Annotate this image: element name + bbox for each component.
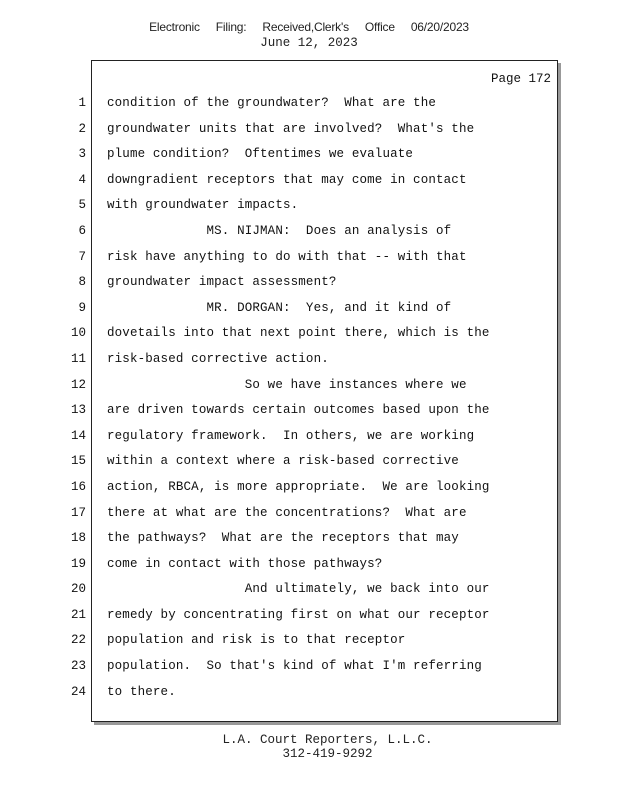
- stamp-word: Received,Clerk's: [262, 20, 349, 34]
- transcript-line: MS. NIJMAN: Does an analysis of: [107, 223, 452, 238]
- transcript-line: dovetails into that next point there, which is the: [107, 326, 490, 341]
- page-number: Page 172: [490, 72, 551, 86]
- line-number: 8: [78, 275, 86, 290]
- stamp-word: 06/20/2023: [410, 20, 469, 34]
- transcript-line: groundwater impact assessment?: [107, 275, 337, 290]
- stamp-word: Electronic: [149, 20, 200, 34]
- line-number: 12: [70, 377, 86, 392]
- transcript-line: within a context where a risk-based corrective: [107, 454, 459, 469]
- transcript-line: the pathways? What are the receptors that may: [107, 531, 459, 546]
- line-number: 18: [70, 531, 86, 546]
- transcript-line: remedy by concentrating first on what our receptor: [107, 607, 490, 622]
- line-number: 15: [70, 454, 86, 469]
- line-number: 16: [70, 479, 86, 494]
- line-number: 14: [70, 428, 86, 443]
- transcript-line: condition of the groundwater? What are the: [107, 96, 437, 110]
- stamp-word: Office: [364, 20, 395, 34]
- transcript-line: risk-based corrective action.: [107, 351, 329, 366]
- transcript-line: there at what are the concentrations? What are: [107, 505, 467, 520]
- line-number: 7: [78, 249, 86, 264]
- transcript-line: MR. DORGAN: Yes, and it kind of: [107, 300, 452, 315]
- line-number: 6: [78, 223, 86, 238]
- transcript-line: groundwater units that are involved? What's the: [107, 121, 475, 136]
- transcript-line: population and risk is to that receptor: [107, 633, 406, 648]
- line-number: 21: [70, 607, 86, 622]
- line-number: 22: [70, 633, 86, 648]
- transcript-line: downgradient receptors that may come in contact: [107, 172, 467, 187]
- transcript-line: risk have anything to do with that -- with that: [107, 249, 467, 264]
- transcript-line: So we have instances where we: [107, 377, 467, 392]
- transcript-line: regulatory framework. In others, we are working: [107, 428, 475, 443]
- line-number: 1: [78, 96, 86, 110]
- reporter-company: L.A. Court Reporters, L.L.C.: [222, 733, 433, 747]
- transcript-line: are driven towards certain outcomes based upon the: [107, 403, 490, 418]
- line-number: 23: [70, 659, 86, 674]
- line-number: 20: [70, 582, 86, 597]
- filing-stamp: [0, 20, 618, 34]
- transcript-line: And ultimately, we back into our: [107, 582, 490, 597]
- line-number: 17: [70, 505, 86, 520]
- line-number: 11: [70, 351, 86, 366]
- line-number: 24: [70, 684, 86, 699]
- line-number: 13: [70, 403, 86, 418]
- line-number-column: [56, 94, 86, 708]
- line-number: 10: [70, 326, 86, 341]
- reporter-phone: 312-419-9292: [282, 747, 373, 761]
- transcript-line: with groundwater impacts.: [107, 198, 299, 213]
- line-number: 3: [78, 147, 86, 162]
- transcript-line: plume condition? Oftentimes we evaluate: [107, 147, 414, 162]
- transcript-line: population. So that's kind of what I'm referring: [107, 659, 482, 674]
- transcript-text: [107, 94, 547, 708]
- line-number: 2: [78, 121, 86, 136]
- transcript-line: action, RBCA, is more appropriate. We are looking: [107, 479, 490, 494]
- line-number: 4: [78, 172, 86, 187]
- line-number: 19: [70, 556, 86, 571]
- line-number: 9: [78, 300, 86, 315]
- line-number: 5: [78, 198, 86, 213]
- stamp-word: Filing:: [215, 20, 247, 34]
- transcript-line: to there.: [107, 684, 176, 699]
- transcript-date: June 12, 2023: [260, 36, 358, 50]
- transcript-line: come in contact with those pathways?: [107, 556, 383, 571]
- reporter-footer: [0, 733, 618, 761]
